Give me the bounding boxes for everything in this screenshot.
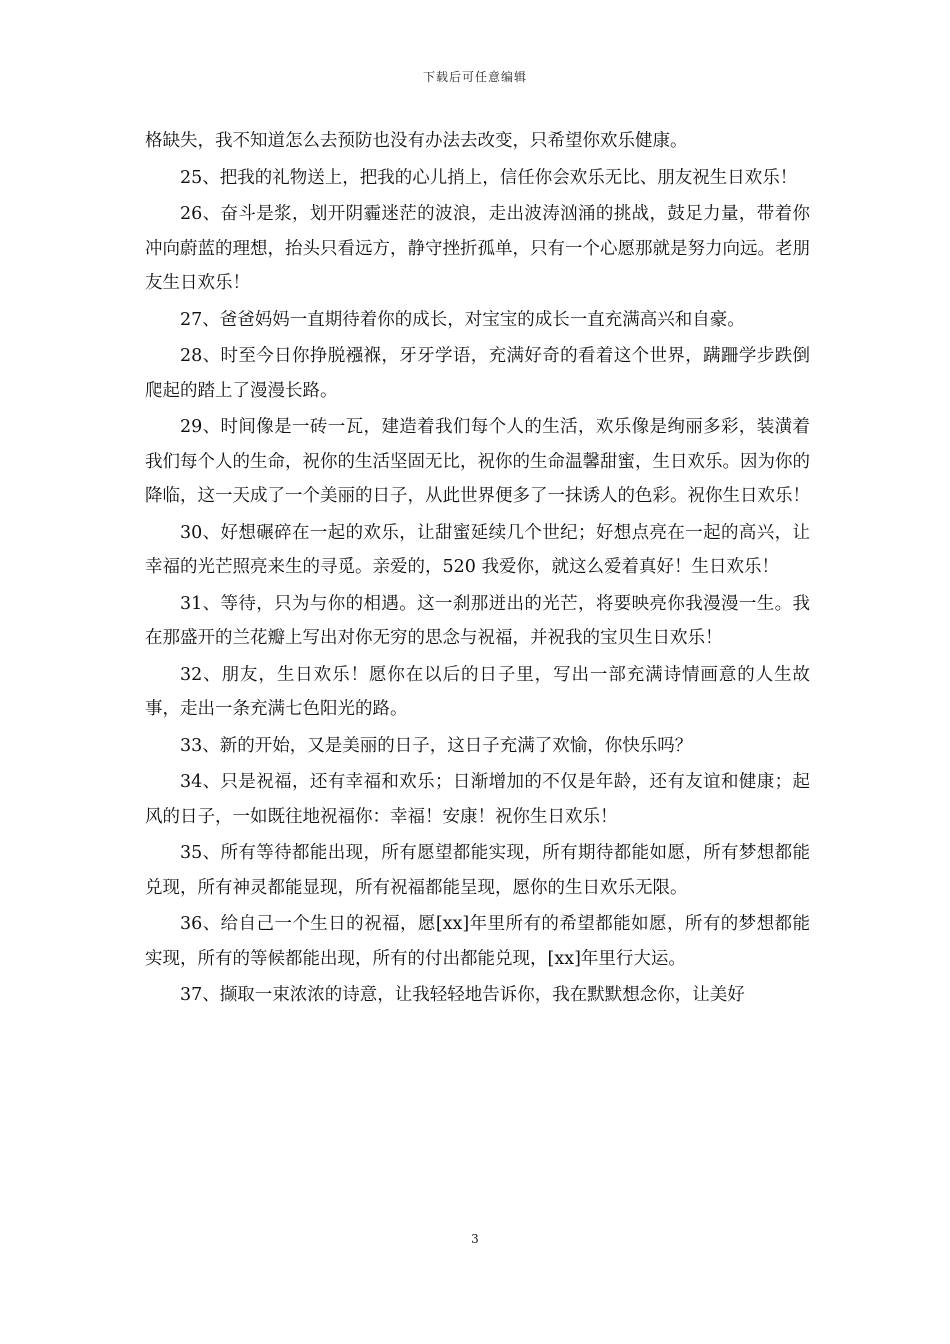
document-body [145, 124, 810, 1015]
paragraph-31: 31、等待，只为与你的相遇。这一刹那迸出的光芒，将要映亮你我漫漫一生。我在那盛开的兰花瓣上写出对你无穷的思念与祝福，并祝我的宝贝生日欢乐！ [145, 593, 810, 648]
paragraph-37: 37、撷取一束浓浓的诗意，让我轻轻地告诉你，我在默默想念你，让美好 [180, 985, 745, 1005]
paragraph-36: 36、给自己一个生日的祝福，愿[xx]年里所有的希望都能如愿，所有的梦想都能实现，所有的等候都能出现，所有的付出都能兑现，[xx]年里行大运。 [145, 914, 810, 969]
header-note: 下载后可任意编辑 [422, 70, 527, 84]
paragraph-continuation: 格缺失，我不知道怎么去预防也没有办法去改变，只希望你欢乐健康。 [145, 131, 688, 151]
paragraph-28: 28、时至今日你挣脱襁褓，牙牙学语，充满好奇的看着这个世界，蹒跚学步跌倒爬起的踏上了漫漫长路。 [145, 346, 810, 401]
paragraph-32: 32、朋友，生日欢乐！愿你在以后的日子里，写出一部充满诗情画意的人生故事，走出一条充满七色阳光的路。 [145, 664, 810, 719]
paragraph-26: 26、奋斗是浆，划开阴霾迷茫的波浪，走出波涛汹涌的挑战，鼓足力量，带着你冲向蔚蓝的理想，抬头只看远方，静守挫折孤单，只有一个心愿那就是努力向远。老朋友生日欢乐！ [145, 204, 810, 293]
page-number: 3 [471, 1232, 479, 1246]
paragraph-27: 27、爸爸妈妈一直期待着你的成长，对宝宝的成长一直充满高兴和自豪。 [180, 309, 745, 330]
paragraph-33: 33、新的开始，又是美丽的日子，这日子充满了欢愉，你快乐吗？ [180, 735, 693, 756]
paragraph-29: 29、时间像是一砖一瓦，建造着我们每个人的生活，欢乐像是绚丽多彩，装潢着我们每个人的生命，祝你的生活坚固无比，祝你的生命温馨甜蜜，生日欢乐。因为你的降临，这一天成了一个美丽的日子，从此世界便多了一抹诱人的色彩。祝你生日欢乐！ [145, 417, 810, 506]
paragraph-35: 35、所有等待都能出现，所有愿望都能实现，所有期待都能如愿，所有梦想都能兑现，所有神灵都能显现，所有祝福都能呈现，愿你的生日欢乐无限。 [145, 843, 810, 898]
paragraph-30: 30、好想碾碎在一起的欢乐，让甜蜜延续几个世纪；好想点亮在一起的高兴，让幸福的光芒照亮来生的寻觅。亲爱的，520 我爱你，就这么爱着真好！生日欢乐！ [145, 522, 810, 577]
paragraph-25: 25、把我的礼物送上，把我的心儿捎上，信任你会欢乐无比、朋友祝生日欢乐！ [180, 167, 798, 188]
paragraph-34: 34、只是祝福，还有幸福和欢乐；日渐增加的不仅是年龄，还有友谊和健康；起风的日子，一如既往地祝福你：幸福！安康！祝你生日欢乐！ [145, 772, 810, 827]
